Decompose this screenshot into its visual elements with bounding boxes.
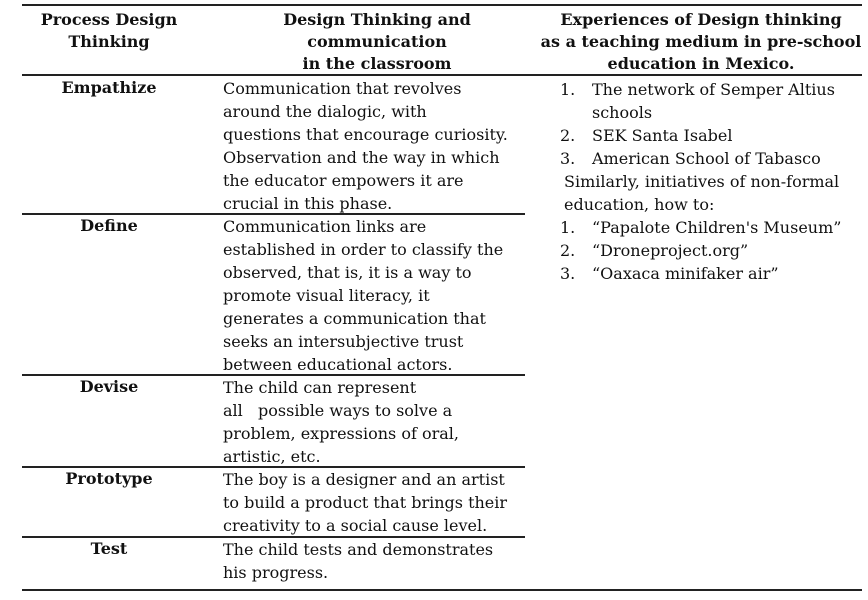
description-line: Communication that revolves [223, 79, 462, 98]
description-line: to build a product that brings their [223, 493, 508, 512]
list-text: American School of Tabasco [592, 149, 821, 168]
description-line: artistic, etc. [223, 447, 321, 466]
description-test [223, 538, 493, 584]
header-line: education in Mexico. [607, 54, 795, 73]
description-line: around the dialogic, with [223, 102, 427, 121]
description-line: The boy is a designer and an artist [223, 470, 505, 489]
description-line: all possible ways to solve a [223, 401, 453, 420]
header-line: as a teaching medium in pre-school [540, 32, 862, 51]
header-bottom-rule [22, 74, 862, 76]
description-devise [223, 376, 459, 468]
list-number: 1. [560, 80, 576, 99]
description-define [223, 215, 503, 376]
intro-line: education, how to: [564, 195, 715, 214]
header-line: communication [307, 32, 447, 51]
description-line: The child tests and demonstrates [223, 540, 494, 559]
list-item [560, 101, 860, 124]
description-line: Observation and the way in which [223, 148, 500, 167]
header-line: Process Design [40, 10, 178, 29]
list-item [560, 262, 860, 285]
description-line: The child can represent [223, 378, 417, 397]
description-line: crucial in this phase. [223, 194, 393, 213]
list-text: “Droneproject.org” [592, 241, 749, 260]
header-line: Design Thinking and [283, 10, 471, 29]
stage-test: Test [90, 539, 128, 558]
list-item [560, 239, 860, 262]
stage-define: Define [80, 216, 138, 235]
header-experiences [540, 9, 862, 75]
list-text: “Papalote Children's Museum” [592, 218, 842, 237]
description-line: generates a communication that [223, 309, 486, 328]
list-item [560, 78, 860, 101]
list-item [560, 147, 860, 170]
stage-empathize: Empathize [61, 78, 157, 97]
list-text: “Oaxaca minifaker air” [592, 264, 779, 283]
list-item [560, 216, 860, 239]
description-line: questions that encourage curiosity. [223, 125, 508, 144]
table-bottom-rule [22, 589, 862, 591]
list-item [560, 124, 860, 147]
list-number: 2. [560, 241, 576, 260]
stage-prototype: Prototype [65, 469, 153, 488]
list-number: 3. [560, 264, 576, 283]
list-number: 1. [560, 218, 576, 237]
description-line: Communication links are [223, 217, 427, 236]
experiences-list [560, 78, 860, 285]
intro-line: Similarly, initiatives of non-formal [564, 172, 840, 191]
description-line: his progress. [223, 563, 329, 582]
description-prototype [223, 468, 507, 537]
stage-devise: Devise [79, 377, 139, 396]
table-top-rule [22, 4, 862, 6]
description-line: problem, expressions of oral, [223, 424, 459, 443]
header-design-communication [232, 9, 522, 75]
description-empathize [223, 77, 508, 215]
description-line: creativity to a social cause level. [223, 516, 488, 535]
header-line: in the classroom [302, 54, 452, 73]
list-text: The network of Semper Altius [592, 80, 835, 99]
description-line: observed, that is, it is a way to [223, 263, 472, 282]
description-line: seeks an intersubjective trust [223, 332, 464, 351]
description-line: promote visual literacy, it [223, 286, 430, 305]
header-line: Experiences of Design thinking [560, 10, 842, 29]
description-line: between educational actors. [223, 355, 453, 374]
list-text: SEK Santa Isabel [592, 126, 733, 145]
header-process-design [22, 9, 196, 53]
header-line: Thinking [68, 32, 150, 51]
list-number: 3. [560, 149, 576, 168]
description-line: established in order to classify the [223, 240, 504, 259]
list-text: schools [592, 103, 653, 122]
description-line: the educator empowers it are [223, 171, 464, 190]
list-number: 2. [560, 126, 576, 145]
